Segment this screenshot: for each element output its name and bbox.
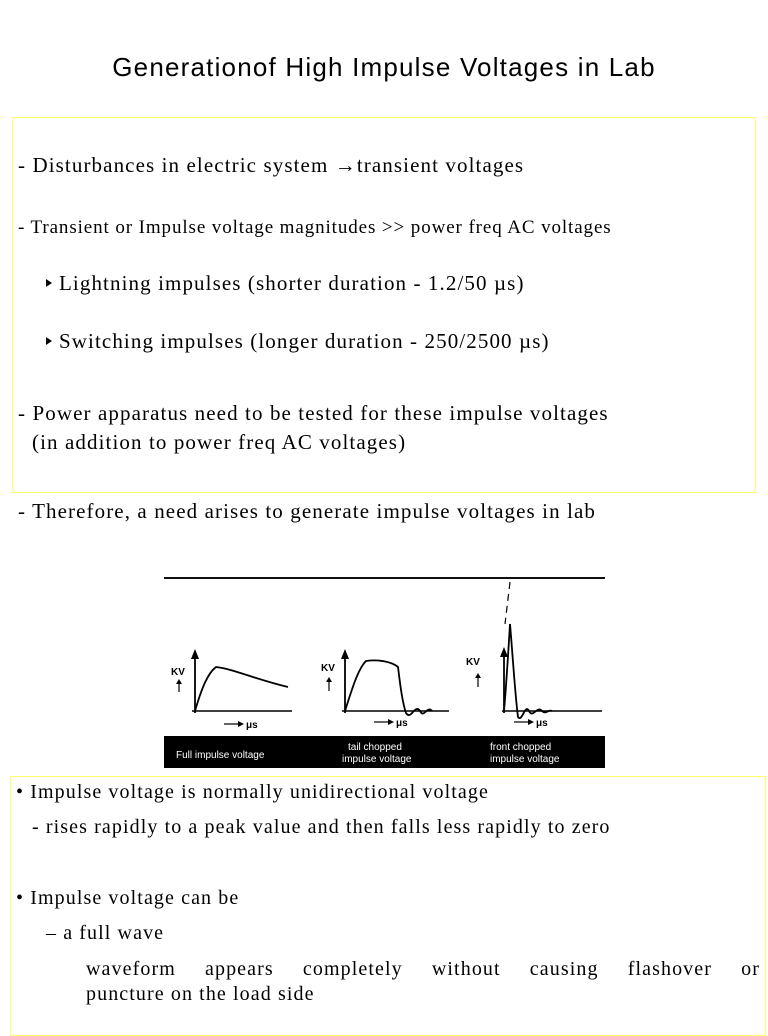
- right-arrow-icon: →: [334, 153, 357, 177]
- caption-tail-1: tail chopped: [348, 742, 402, 753]
- bullet-triangle-icon: [46, 279, 52, 287]
- dashed-projection-line: [505, 582, 510, 624]
- y-axis-arrow-icon: [191, 649, 199, 659]
- page-title: Generationof High Impulse Voltages in Lab: [112, 52, 656, 82]
- impulse-waveforms-figure: [164, 577, 605, 768]
- kv-label: KV: [321, 663, 335, 674]
- mu-s-label: μs: [536, 718, 548, 729]
- switching-text: Switching impulses (longer duration - 250/2500 µs): [59, 329, 550, 353]
- text-disturbances: [18, 153, 524, 178]
- tail-chopped-curve: [345, 660, 432, 715]
- up-arrow-icon: [326, 677, 332, 682]
- text-power-apparatus: - Power apparatus need to be tested for these impulse voltages: [18, 401, 609, 425]
- transient-voltages-text: transient voltages: [356, 153, 525, 177]
- text-transient-magnitudes: - Transient or Impulse voltage magnitudes >> power freq AC voltages: [18, 217, 612, 238]
- bullet-triangle-icon: [46, 337, 52, 345]
- caption-front-2: impulse voltage: [490, 754, 560, 765]
- mu-s-label: μs: [246, 720, 258, 731]
- y-axis-arrow-icon: [500, 647, 508, 657]
- full-impulse-panel: [171, 649, 292, 731]
- time-arrow-icon: [238, 721, 244, 727]
- up-arrow-icon: [475, 673, 481, 678]
- lightning-text: Lightning impulses (shorter duration - 1.2/50 µs): [59, 271, 525, 295]
- front-chopped-curve: [504, 624, 552, 718]
- kv-label: KV: [171, 667, 185, 678]
- bullet-lightning: [46, 271, 525, 296]
- time-arrow-icon: [388, 719, 394, 725]
- text-therefore: - Therefore, a need arises to generate impulse voltages in lab: [18, 499, 597, 523]
- front-chopped-panel: [466, 582, 602, 729]
- caption-front-1: front chopped: [490, 742, 552, 753]
- full-wave-curve: [195, 667, 288, 711]
- time-arrow-icon: [528, 719, 534, 725]
- disturbances-text: - Disturbances in electric system: [18, 153, 329, 177]
- tail-chopped-panel: [321, 649, 449, 729]
- text-full-wave: – a full wave: [46, 922, 165, 944]
- bullet-switching: [46, 329, 550, 354]
- text-waveform-appears: waveform appears completely without causing flashover or: [86, 958, 760, 980]
- caption-tail-2: impulse voltage: [342, 754, 412, 765]
- text-unidirectional: • Impulse voltage is normally unidirectional voltage: [16, 781, 489, 803]
- text-impulse-can-be: • Impulse voltage can be: [16, 887, 240, 909]
- waveforms-svg: [164, 579, 605, 768]
- text-puncture: puncture on the load side: [86, 983, 315, 1005]
- text-rises-rapidly: - rises rapidly to a peak value and then falls less rapidly to zero: [32, 816, 611, 838]
- mu-s-label: μs: [396, 718, 408, 729]
- text-in-addition: (in addition to power freq AC voltages): [32, 430, 407, 454]
- caption-full: Full impulse voltage: [176, 750, 265, 761]
- kv-label: KV: [466, 657, 480, 668]
- up-arrow-icon: [176, 679, 182, 684]
- y-axis-arrow-icon: [341, 649, 349, 659]
